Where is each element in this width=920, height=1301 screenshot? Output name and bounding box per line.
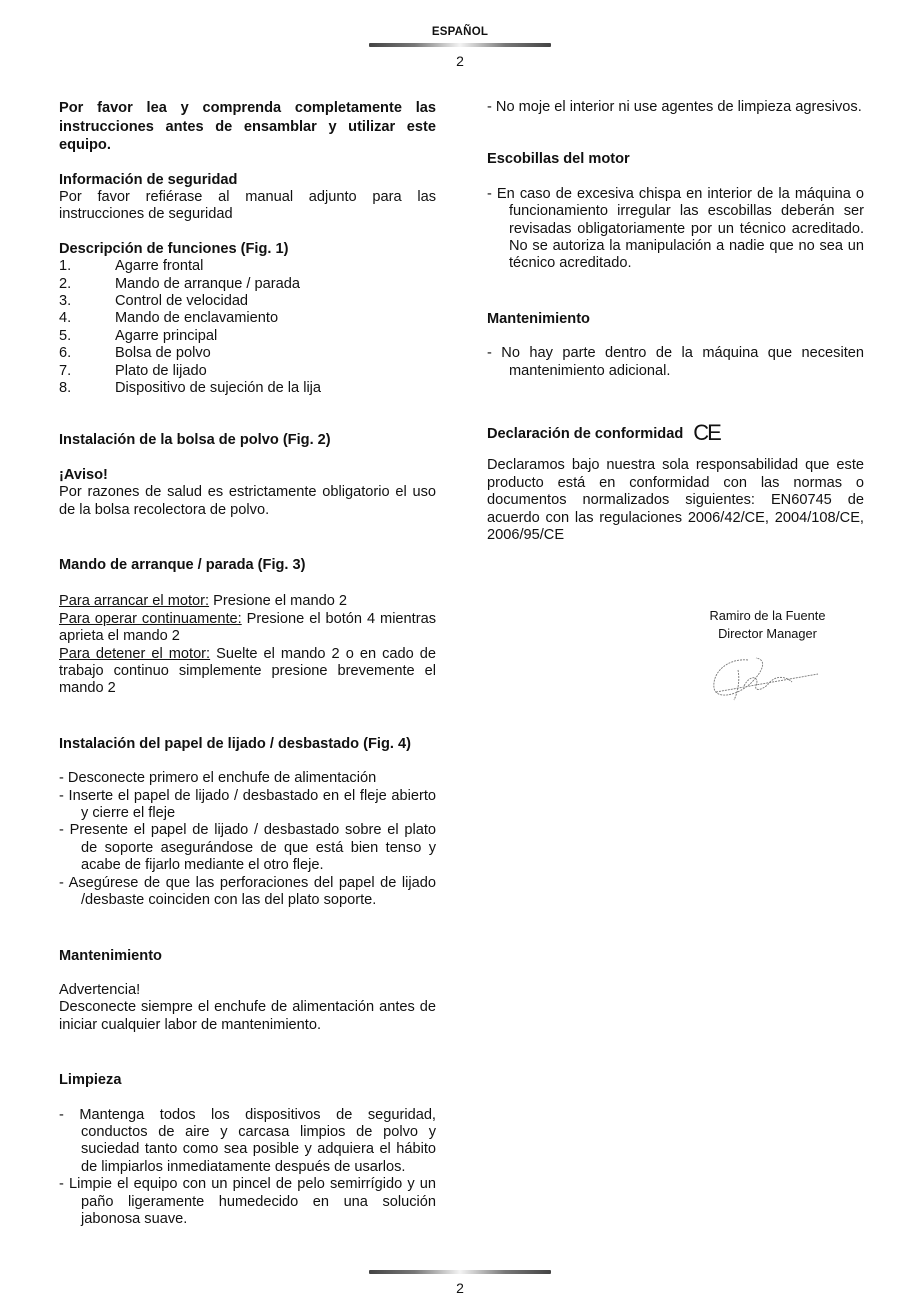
functions-list — [59, 258, 436, 397]
list-item: 7. Plato de lijado — [59, 362, 207, 379]
language-label: ESPAÑOL — [431, 26, 489, 38]
list-item: - Inserte el papel de lijado / desbastado en el fleje abierto y cierre el fleje — [59, 787, 436, 822]
functions-heading: Descripción de funciones (Fig. 1) — [59, 240, 289, 257]
switch-start: Para arrancar el motor: Presione el mando 2 — [59, 593, 347, 610]
dust-bag-heading: Instalación de la bolsa de polvo (Fig. 2) — [59, 432, 331, 449]
signature-block — [680, 607, 855, 643]
page-footer — [0, 1266, 920, 1297]
list-item: - Desconecte primero el enchufe de alimentación — [59, 770, 377, 787]
list-item: - En caso de excesiva chispa en interior de la máquina o funcionamiento irregular las escobillas deberán ser revisadas obligatoriamente por un técnico acreditado. No se autoriza la manipulación a nadie que no sea un técnico acreditado. — [487, 185, 864, 272]
list-item: 8. Dispositivo de sujeción de la lija — [59, 379, 322, 396]
footer-divider — [369, 1270, 551, 1274]
list-item: 5. Agarre principal — [59, 327, 218, 344]
conformity-heading: Declaración de conformidad CE — [487, 420, 720, 446]
list-item: - No hay parte dentro de la máquina que necesiten mantenimiento adicional. — [487, 345, 864, 379]
list-item: 4. Mando de enclavamiento — [59, 310, 279, 327]
switch-heading: Mando de arranque / parada (Fig. 3) — [59, 557, 306, 573]
right-column — [487, 99, 864, 545]
list-item: - Mantenga todos los dispositivos de seguridad, conductos de aire y carcasa limpios de polvo y suciedad tanto como sea posible y adquiera el hábito de limpiarlos inmediatamente después de usarlos. — [59, 1106, 436, 1175]
list-item: 3. Control de velocidad — [59, 292, 249, 309]
dust-bag-text: Por razones de salud es estrictamente obligatorio el uso de la bolsa recolectora de polvo. — [59, 484, 436, 518]
header-page-number: 2 — [456, 53, 464, 69]
left-column — [59, 99, 436, 1228]
ce-mark-icon: CE — [693, 420, 720, 446]
brushes-heading: Escobillas del motor — [487, 151, 630, 168]
signatory-name: Ramiro de la Fuente — [709, 608, 826, 623]
cleaning-continued — [487, 99, 864, 116]
sandpaper-steps — [59, 770, 436, 909]
dust-bag-warning-title: ¡Aviso! — [59, 466, 108, 483]
maintenance-heading: Mantenimiento — [59, 947, 162, 964]
maintenance-heading-right: Mantenimiento — [487, 310, 590, 327]
switch-continuous: Para operar continuamente: Presione el botón 4 mientras aprieta el mando 2 — [59, 610, 436, 645]
page-header — [0, 25, 920, 70]
cleaning-steps — [59, 1107, 436, 1229]
safety-text: Por favor refiérase al manual adjunto para las instrucciones de seguridad — [59, 188, 436, 223]
signatory-role: Director Manager — [718, 626, 817, 641]
list-item: - Limpie el equipo con un pincel de pelo semirrígido y un paño ligeramente humedecido en una solución jabonosa suave. — [59, 1176, 436, 1227]
sandpaper-heading: Instalación del papel de lijado / desbastado (Fig. 4) — [59, 735, 411, 752]
maintenance-text: Desconecte siempre el enchufe de alimentación antes de iniciar cualquier labor de mantenimiento. — [59, 999, 436, 1033]
maintenance-warning-title: Advertencia! — [59, 981, 141, 998]
maintenance-text-right — [487, 345, 864, 380]
cleaning-heading: Limpieza — [59, 1072, 122, 1089]
list-item: - Asegúrese de que las perforaciones del papel de lijado /desbaste coinciden con las del plato soporte. — [59, 874, 436, 909]
list-item: - Presente el papel de lijado / desbastado sobre el plato de soporte asegurándose de que está bien tenso y acabe de fijarlo mediante el otro fleje. — [59, 822, 436, 874]
intro-notice: Por favor lea y comprenda completamente las instrucciones antes de ensamblar y utilizar este equipo. — [59, 100, 436, 153]
conformity-text: Declaramos bajo nuestra sola responsabilidad que este producto está en conformidad con las normas o documentos normalizados siguientes: EN60745 de acuerdo con las regulaciones 2006/42/CE, 2004/108/CE, 2006/95/CE — [487, 457, 864, 544]
brushes-text — [487, 186, 864, 273]
safety-heading: Información de seguridad — [59, 171, 238, 188]
signature-icon — [708, 652, 823, 704]
header-divider — [369, 43, 551, 47]
switch-stop: Para detener el motor: Suelte el mando 2 o en cado de trabajo continuo simplemente presione brevemente el mando 2 — [59, 645, 436, 697]
list-item: - No moje el interior ni use agentes de limpieza agresivos. — [487, 99, 862, 115]
list-item: 2. Mando de arranque / parada — [59, 275, 300, 292]
list-item: 6. Bolsa de polvo — [59, 345, 211, 362]
list-item: 1. Agarre frontal — [59, 258, 204, 275]
footer-page-number: 2 — [456, 1280, 464, 1296]
